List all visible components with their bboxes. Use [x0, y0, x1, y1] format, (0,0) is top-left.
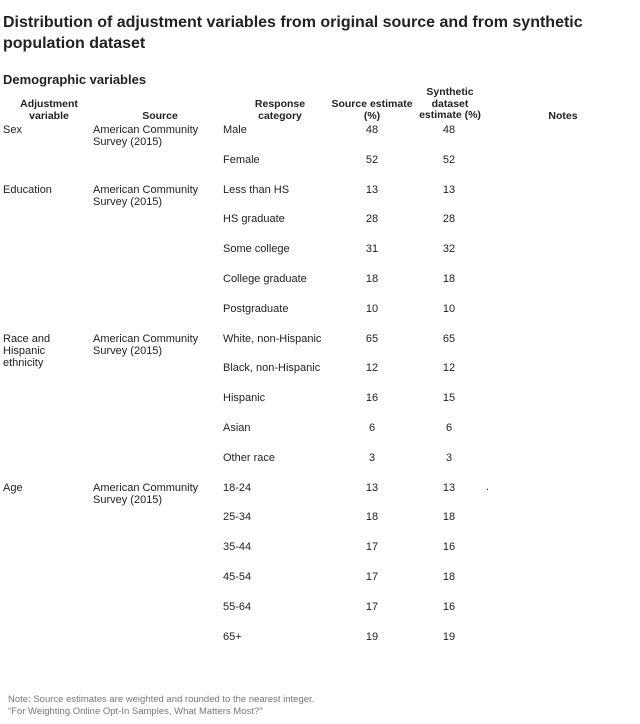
response-category: Asian [223, 422, 251, 434]
source-estimate: 17 [365, 600, 379, 613]
synthetic-estimate: 15 [442, 392, 456, 405]
source-estimate: 17 [365, 541, 379, 554]
footer-source: “For Weighting Online Opt-In Samples, What Matters Most?” [8, 706, 263, 717]
response-category: 55-64 [223, 600, 252, 613]
note-mark: . [486, 480, 490, 493]
synthetic-estimate: 3 [445, 451, 453, 464]
source-estimate: 13 [365, 481, 379, 494]
footer-note: Note: Source estimates are weighted and rounded to the nearest integer. [8, 694, 315, 705]
source-estimate: 19 [365, 630, 379, 643]
footer [8, 694, 628, 718]
source-estimate: 17 [365, 571, 379, 583]
response-category: Female [223, 153, 260, 166]
synthetic-estimate: 65 [442, 332, 456, 345]
source-estimate: 18 [365, 511, 379, 524]
header-notes: Notes [548, 110, 578, 122]
synthetic-estimate: 18 [442, 273, 456, 285]
response-category: College graduate [223, 273, 307, 285]
adjustment-variable: Race and Hispanic ethnicity [3, 332, 51, 369]
response-category: Male [223, 124, 247, 136]
source-estimate: 28 [365, 213, 379, 226]
response-category: White, non-Hispanic [223, 332, 322, 345]
synthetic-estimate: 13 [442, 183, 456, 196]
response-category: Some college [223, 243, 290, 256]
source-estimate: 16 [365, 392, 379, 405]
source-estimate: 65 [365, 332, 379, 345]
synthetic-estimate: 32 [442, 243, 456, 256]
source-estimate: 10 [365, 302, 379, 315]
response-category: 18-24 [223, 481, 252, 494]
response-category: Black, non-Hispanic [223, 362, 321, 375]
synthetic-estimate: 16 [442, 600, 456, 613]
source-estimate: 48 [365, 124, 379, 136]
synthetic-estimate: 48 [442, 124, 456, 136]
synthetic-estimate: 18 [442, 571, 456, 583]
response-category: 65+ [223, 630, 242, 643]
header-source: Source [142, 110, 178, 122]
source-estimate: 31 [365, 243, 379, 256]
response-category: Postgraduate [223, 302, 289, 315]
synthetic-estimate: 12 [442, 362, 456, 375]
synthetic-estimate: 28 [442, 213, 456, 226]
response-category: 35-44 [223, 541, 252, 554]
adjustment-variable: Age [3, 481, 23, 494]
source-name: American Community Survey (2015) [93, 124, 199, 148]
header-source-estimate: Source estimate (%) [331, 98, 413, 122]
source-estimate: 13 [365, 183, 379, 196]
source-estimate: 12 [365, 362, 379, 375]
synthetic-estimate: 6 [445, 422, 453, 434]
adjustment-variable: Sex [3, 124, 22, 136]
header-response-category: Response category [254, 98, 306, 122]
response-category: Less than HS [223, 183, 290, 196]
synthetic-estimate: 10 [442, 302, 456, 315]
adjustment-variable: Education [3, 183, 52, 196]
section-heading: Demographic variables [3, 72, 147, 87]
synthetic-estimate: 19 [442, 630, 456, 643]
source-estimate: 52 [365, 153, 379, 166]
synthetic-estimate: 16 [442, 541, 456, 554]
source-name: American Community Survey (2015) [93, 183, 199, 208]
source-estimate: 18 [365, 273, 379, 285]
header-synthetic-estimate: Synthetic dataset estimate (%) [419, 86, 481, 121]
source-name: American Community Survey (2015) [93, 332, 199, 357]
response-category: 45-54 [223, 571, 252, 583]
response-category: 25-34 [223, 511, 252, 524]
response-category: Hispanic [223, 392, 266, 405]
synthetic-estimate: 18 [442, 511, 456, 524]
page-title: Distribution of adjustment variables from original source and from synthetic population dataset [3, 14, 583, 52]
response-category: Other race [223, 451, 275, 464]
source-estimate: 3 [368, 451, 376, 464]
response-category: HS graduate [223, 213, 285, 226]
source-name: American Community Survey (2015) [93, 481, 199, 506]
synthetic-estimate: 52 [442, 153, 456, 166]
header-adjustment-variable: Adjustment variable [20, 98, 78, 122]
synthetic-estimate: 13 [442, 481, 456, 494]
source-estimate: 6 [368, 422, 376, 434]
